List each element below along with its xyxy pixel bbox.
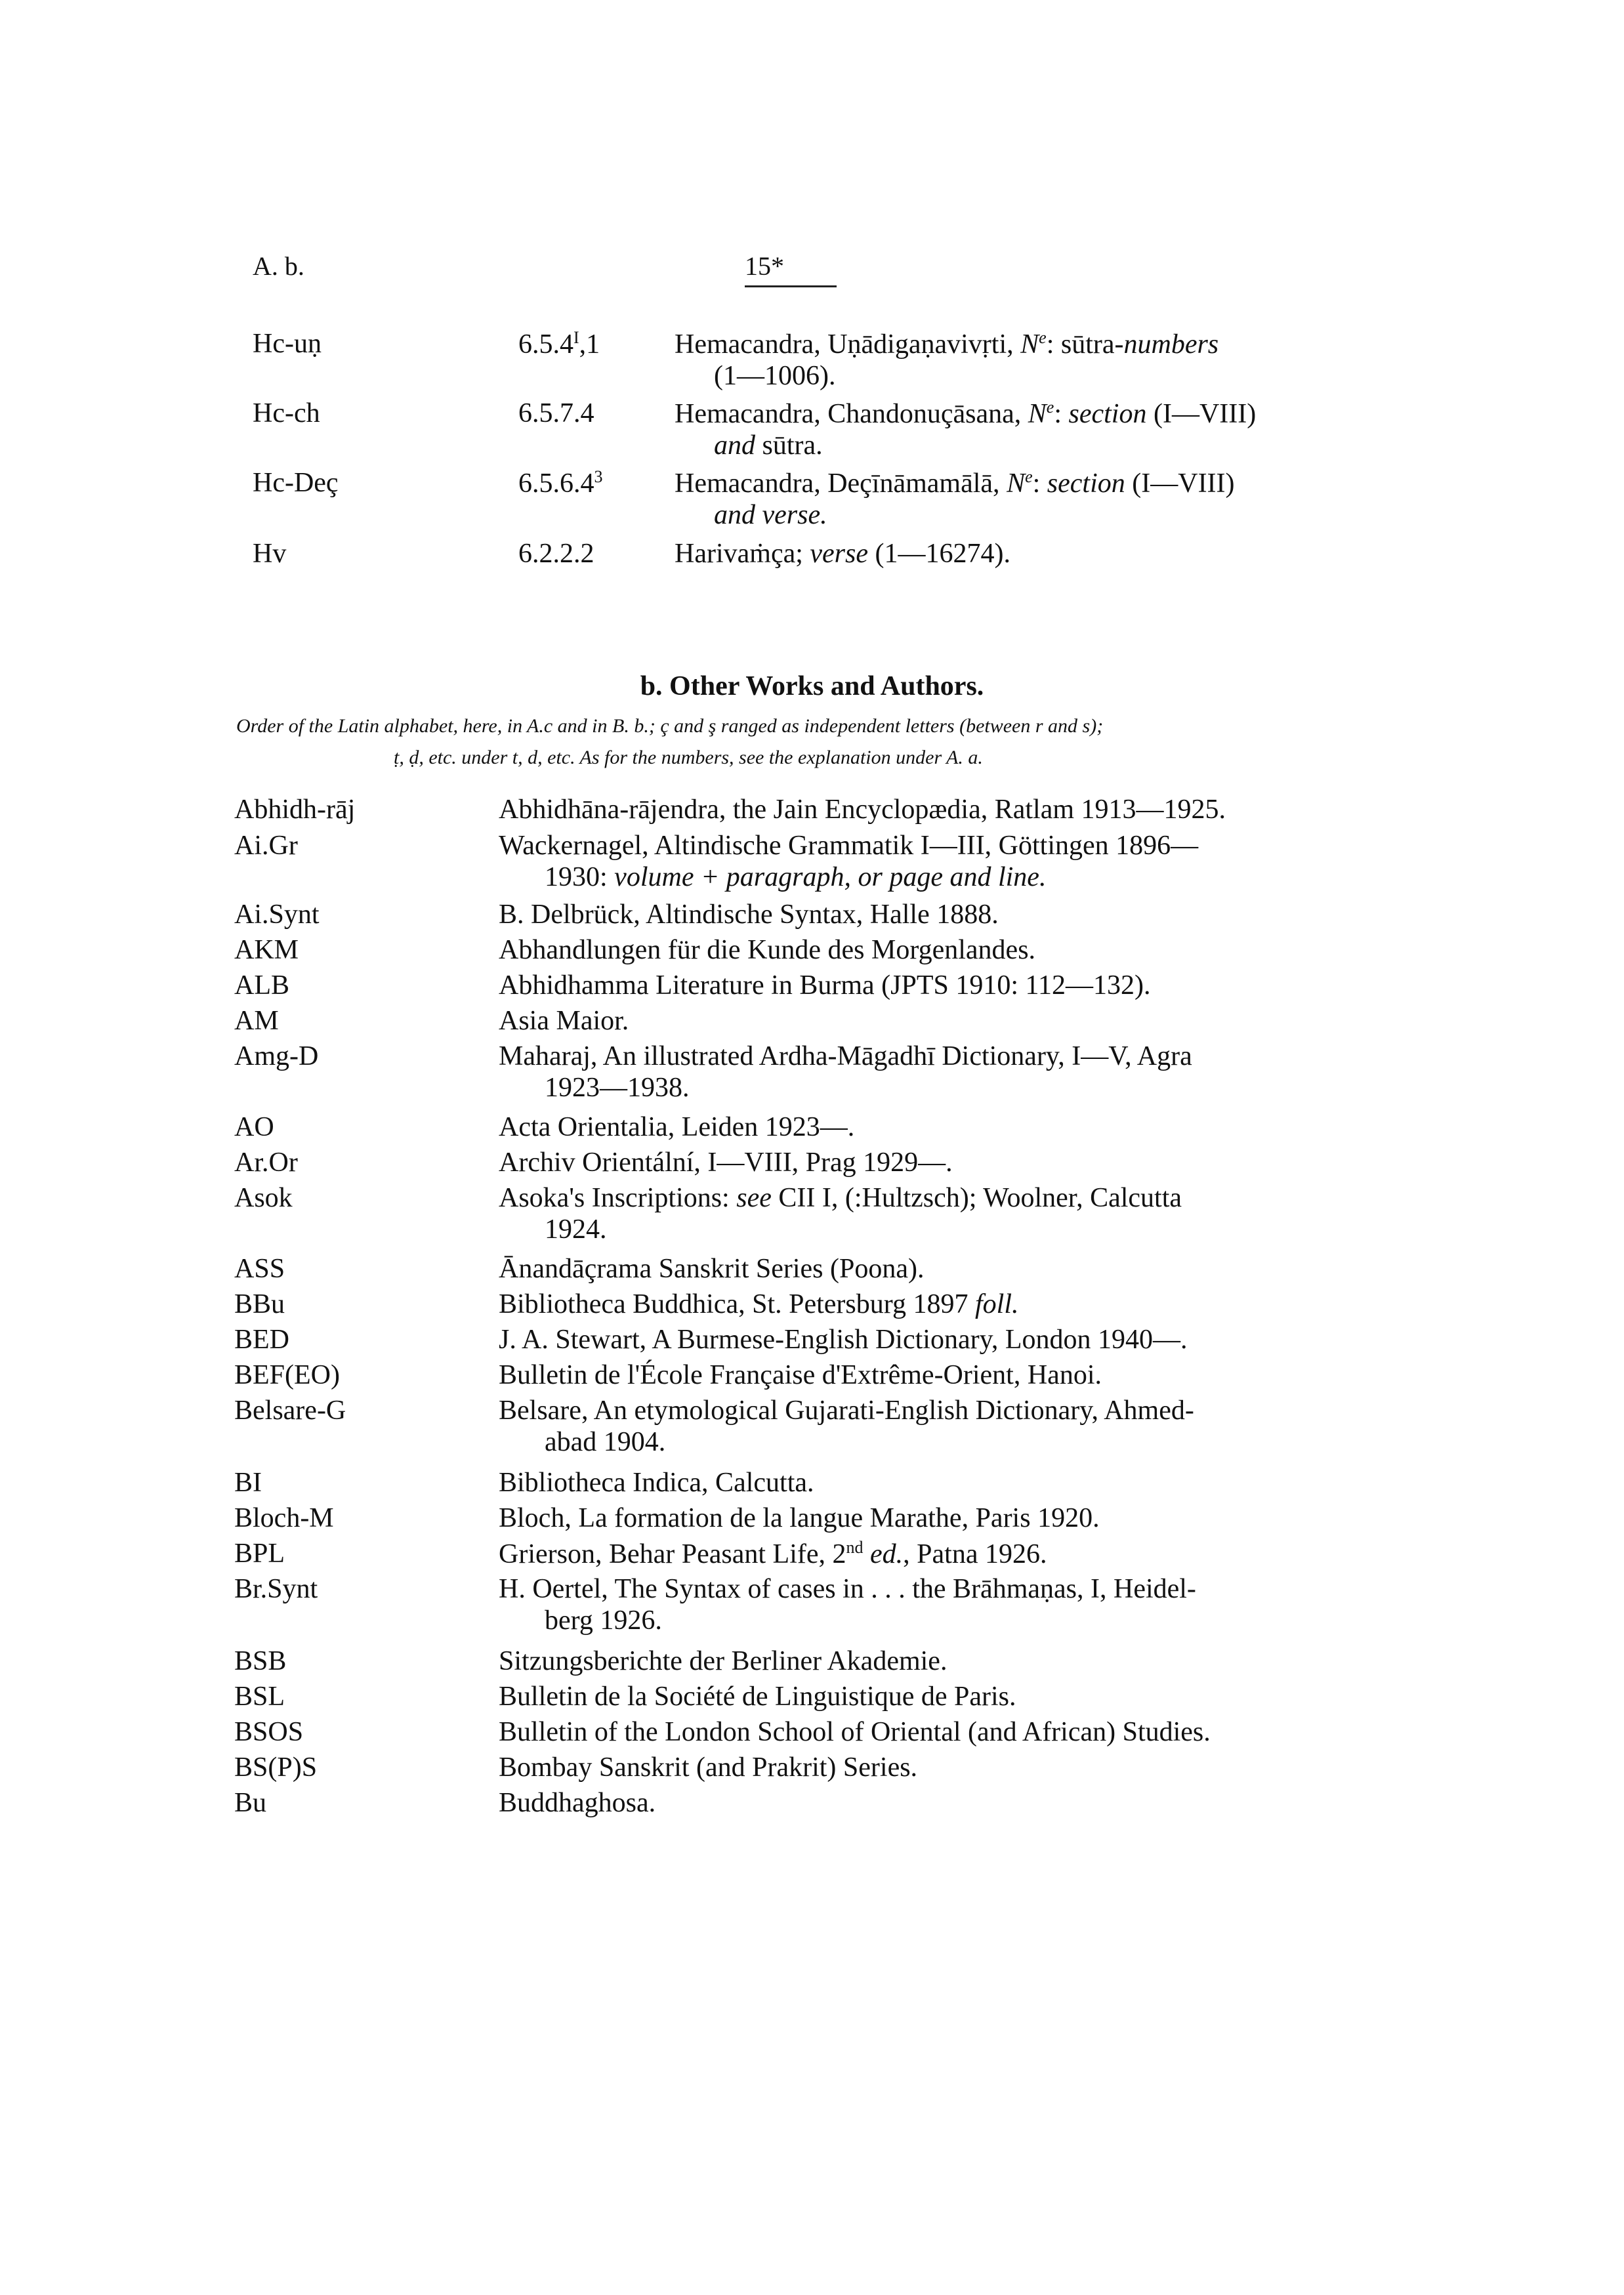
table-a-code: 6.5.6.4$^3$ [518,467,603,499]
table-a-desc: Hemacandra, Deçīnāmamālā, $N^e$: section (I—VIII) and verse. [675,467,1235,530]
table-b-abbr: Br.Synt [234,1574,318,1604]
table-b-abbr: AKM [234,935,299,965]
table-b-desc: Belsare, An etymological Gujarati-English Dictionary, Ahmed- abad 1904. [499,1396,1194,1457]
table-b-abbr: BBu [234,1289,285,1319]
table-b-abbr: AO [234,1112,274,1142]
table-b-abbr: Bu [234,1788,267,1818]
table-b-desc: Sitzungsberichte der Berliner Akademie. [499,1646,947,1676]
table-a-abbr: Hc-ch [253,398,320,428]
table-b-desc: Bibliotheca Buddhica, St. Petersburg 1897 foll. [499,1289,1019,1319]
table-b-desc: Grierson, Behar Peasant Life, 2nd ed., Patna 1926. [499,1538,1047,1569]
table-b-abbr: BED [234,1325,289,1355]
table-b-desc: Asia Maior. [499,1006,629,1036]
table-b-desc: Maharaj, An illustrated Ardha-Māgadhī Dictionary, I—V, Agra 1923—1938. [499,1041,1192,1103]
table-b-desc: Bulletin de l'École Française d'Extrême-Orient, Hanoi. [499,1360,1102,1390]
table-b-desc: Bloch, La formation de la langue Marathe, Paris 1920. [499,1503,1100,1533]
table-b-abbr: Bloch-M [234,1503,334,1533]
table-b-abbr: BSL [234,1682,285,1712]
table-b-desc: Abhidhamma Literature in Burma (JPTS 1910: 112—132). [499,970,1151,1001]
table-b-desc: Bibliotheca Indica, Calcutta. [499,1468,814,1498]
section-note-line-2: ṭ, ḍ, etc. under t, d, etc. As for the numbers, see the explanation under A. a. [394,747,983,768]
table-b-desc: Bulletin of the London School of Oriental (and African) Studies. [499,1717,1211,1747]
table-b-abbr: Abhidh-rāj [234,795,356,825]
table-a-code: $6.5.4^I,1$ [518,328,600,360]
table-b-desc: Bombay Sanskrit (and Prakrit) Series. [499,1752,918,1783]
table-a-abbr: Hc-uṇ [253,329,322,359]
table-b-desc: Ānandāçrama Sanskrit Series (Poona). [499,1254,925,1284]
page-number: 15* [745,251,837,287]
table-b-desc: Acta Orientalia, Leiden 1923—. [499,1112,855,1142]
table-b-abbr: Ai.Synt [234,899,320,930]
table-b-desc: H. Oertel, The Syntax of cases in . . . the Brāhmaṇas, I, Heidel- berg 1926. [499,1574,1196,1636]
table-a-abbr: Hv [253,539,287,569]
table-b-abbr: Amg-D [234,1041,319,1071]
table-a-abbr: Hc-Deç [253,468,339,498]
table-b-desc: Abhandlungen für die Kunde des Morgenlandes. [499,935,1036,965]
table-b-abbr: BI [234,1468,262,1498]
table-a-desc: Hemacandra, Uṇādigaṇavivṛti, $N^e$: sūtra-numbers (1—1006). [675,328,1219,391]
table-b-desc: B. Delbrück, Altindische Syntax, Halle 1888. [499,899,999,930]
table-b-desc: Abhidhāna-rājendra, the Jain Encyclopædia, Ratlam 1913—1925. [499,795,1226,825]
table-b-desc: Asoka's Inscriptions: see CII I, (:Hultzsch); Woolner, Calcutta 1924. [499,1183,1182,1245]
table-b-abbr: BPL [234,1539,285,1569]
table-b-abbr: Ar.Or [234,1148,298,1178]
table-b-abbr: ALB [234,970,289,1001]
table-a-desc: Hemacandra, Chandonuçāsana, $N^e$: section (I—VIII) and sūtra. [675,398,1257,461]
table-b-desc: Wackernagel, Altindische Grammatik I—III, Göttingen 1896— 1930: volume + paragraph, or page and line. [499,831,1199,892]
section-note-line-1: Order of the Latin alphabet, here, in A.c and in B. b.; ç and ş ranged as independent letters (between r and s); [236,715,1104,737]
table-b-desc: J. A. Stewart, A Burmese-English Dictionary, London 1940—. [499,1325,1188,1355]
table-b-abbr: AM [234,1006,279,1036]
table-b-desc: Bulletin de la Société de Linguistique de Paris. [499,1682,1016,1712]
table-b-abbr: BSB [234,1646,287,1676]
table-b-abbr: BS(P)S [234,1752,318,1783]
table-b-desc: Archiv Orientální, I—VIII, Prag 1929—. [499,1148,953,1178]
table-b-abbr: Ai.Gr [234,831,298,861]
table-a-desc: Harivaṁça; verse (1—16274). [675,539,1010,569]
section-label: A. b. [253,251,304,281]
table-a-code: 6.5.7.4 [518,398,594,428]
table-b-abbr: BEF(EO) [234,1360,340,1390]
section-title: b. Other Works and Authors. [640,671,984,701]
table-b-abbr: BSOS [234,1717,304,1747]
table-a-code: 6.2.2.2 [518,539,594,569]
table-b-abbr: Asok [234,1183,293,1213]
table-b-abbr: ASS [234,1254,285,1284]
table-b-abbr: Belsare-G [234,1396,346,1426]
table-b-desc: Buddhaghosa. [499,1788,656,1818]
